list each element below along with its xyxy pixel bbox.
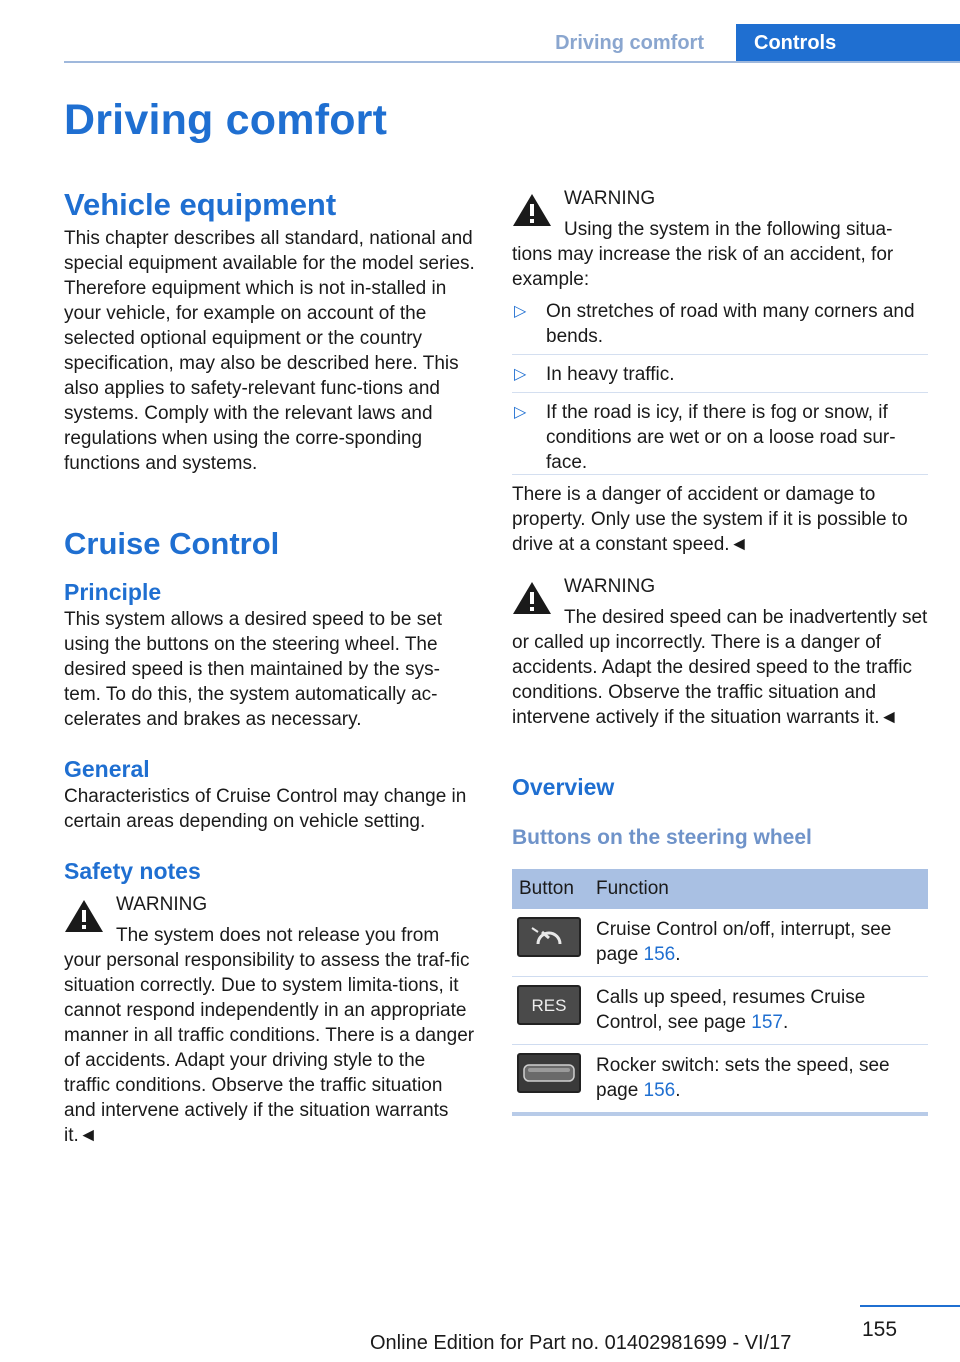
list-item [512, 299, 928, 355]
warning-block-3 [512, 574, 928, 730]
warning-2-after-text: There is a danger of accident or damage to property. Only use the system if it is possible to drive at a constant speed.◄ [512, 484, 908, 555]
speedometer-icon [530, 922, 568, 952]
table-cell-function [589, 1045, 928, 1115]
table-header-button: Button [512, 869, 589, 909]
list-item-text: If the road is icy, if there is fog or snow, if conditions are wet or on a loose road sur-face. [546, 402, 896, 473]
table-cell-button [512, 909, 589, 977]
warning-2-list [512, 299, 928, 475]
table-row [512, 977, 928, 1045]
general-text: Characteristics of Cruise Control may change in certain areas depending on vehicle setting. [64, 786, 467, 832]
list-item [512, 400, 928, 475]
page-link[interactable]: 157 [751, 1012, 783, 1033]
function-text-end: . [675, 944, 681, 965]
warning-triangle-icon [512, 192, 552, 228]
warning-block-1 [64, 892, 476, 1148]
bullet-triangle-icon: ▷ [514, 404, 527, 421]
rocker-switch-icon [517, 1053, 581, 1093]
page-link[interactable]: 156 [643, 1080, 676, 1101]
bullet-triangle-icon: ▷ [514, 303, 527, 320]
page-number-rule [860, 1305, 960, 1307]
heading-vehicle-equipment: Vehicle equipment [64, 187, 337, 222]
heading-cruise-control: Cruise Control [64, 526, 280, 561]
list-item-text: On stretches of road with many corners and bends. [546, 301, 915, 347]
principle-text: This system allows a desired speed to be set using the buttons on the steering wheel. The desired speed is then maintained by the sys-tem. To do this, the system automatically ac-celerates and brakes as necessary. [64, 609, 443, 730]
page-title: Driving comfort [64, 96, 388, 144]
warning-2-label: WARNING [564, 188, 656, 209]
warning-triangle-icon [64, 898, 104, 934]
vehicle-equipment-text: This chapter describes all standard, national and special equipment available for the model series. Therefore equipment which is not in-stalled in your vehicle, for example on account of the selected optional equipment or the country specification, may also be described here. This also applies to safety-relevant func-tions and systems. Comply with the relevant laws and regulations when using the corre-sponding functions and systems. [64, 228, 475, 474]
header-tab-controls: Controls [736, 24, 960, 62]
function-text-end: . [782, 1012, 789, 1033]
function-text: Cruise Control on/off, interrupt, see page [596, 919, 892, 965]
warning-3-text: The desired speed can be inadvertently set or called up incorrectly. There is a danger of accidents. Adapt the desired speed to the traffic conditions. Observe the traffic situation and intervene actively if the situation warrants it.◄ [512, 607, 928, 728]
table-header-row [512, 869, 928, 909]
table-row [512, 1045, 928, 1115]
heading-principle: Principle [64, 579, 162, 605]
list-item-text: In heavy traffic. [546, 364, 675, 385]
table-row [512, 909, 928, 977]
table-cell-function [589, 977, 928, 1045]
function-text-end: . [675, 1080, 681, 1101]
table-cell-button [512, 977, 589, 1045]
warning-block-2 [512, 186, 928, 292]
bullet-triangle-icon: ▷ [514, 366, 527, 383]
heading-overview: Overview [512, 774, 615, 800]
buttons-table [512, 869, 928, 1116]
header-rule [64, 61, 960, 63]
page-link[interactable]: 156 [643, 944, 676, 965]
heading-buttons-steering-wheel: Buttons on the steering wheel [512, 826, 812, 849]
heading-general: General [64, 756, 150, 782]
res-button-icon: RES [517, 985, 581, 1025]
table-cell-button [512, 1045, 589, 1115]
header-section-title: Driving comfort [555, 32, 704, 54]
list-item [512, 362, 928, 393]
warning-1-label: WARNING [116, 894, 208, 915]
warning-triangle-icon [512, 580, 552, 616]
heading-safety-notes: Safety notes [64, 858, 201, 884]
table-header-function: Function [589, 869, 928, 909]
warning-3-label: WARNING [564, 576, 656, 597]
right-column [512, 186, 928, 1116]
cruise-control-icon [517, 917, 581, 957]
table-cell-function [589, 909, 928, 977]
function-text: Calls up speed, resumes Cruise Control, see page [596, 987, 866, 1033]
rocker-switch-shape-icon [522, 1060, 576, 1086]
warning-2-text: Using the system in the following situa-tions may increase the risk of an accident, for example: [512, 219, 894, 290]
footer-edition: Online Edition for Part no. 01402981699 - VI/17 [370, 1332, 792, 1354]
page-number: 155 [862, 1318, 898, 1341]
function-text: Rocker switch: sets the speed, see page [596, 1055, 890, 1101]
warning-1-text: The system does not release you from your personal responsibility to assess the traf-fic situation correctly. Due to system limita-tions, it cannot respond independently in an appropriate manner in all traffic conditions. There is a danger of accidents. Adapt your driving style to the traffic conditions. Observe the traffic situation and intervene actively if the situation warrants it.◄ [64, 925, 475, 1146]
left-column [64, 180, 476, 1148]
